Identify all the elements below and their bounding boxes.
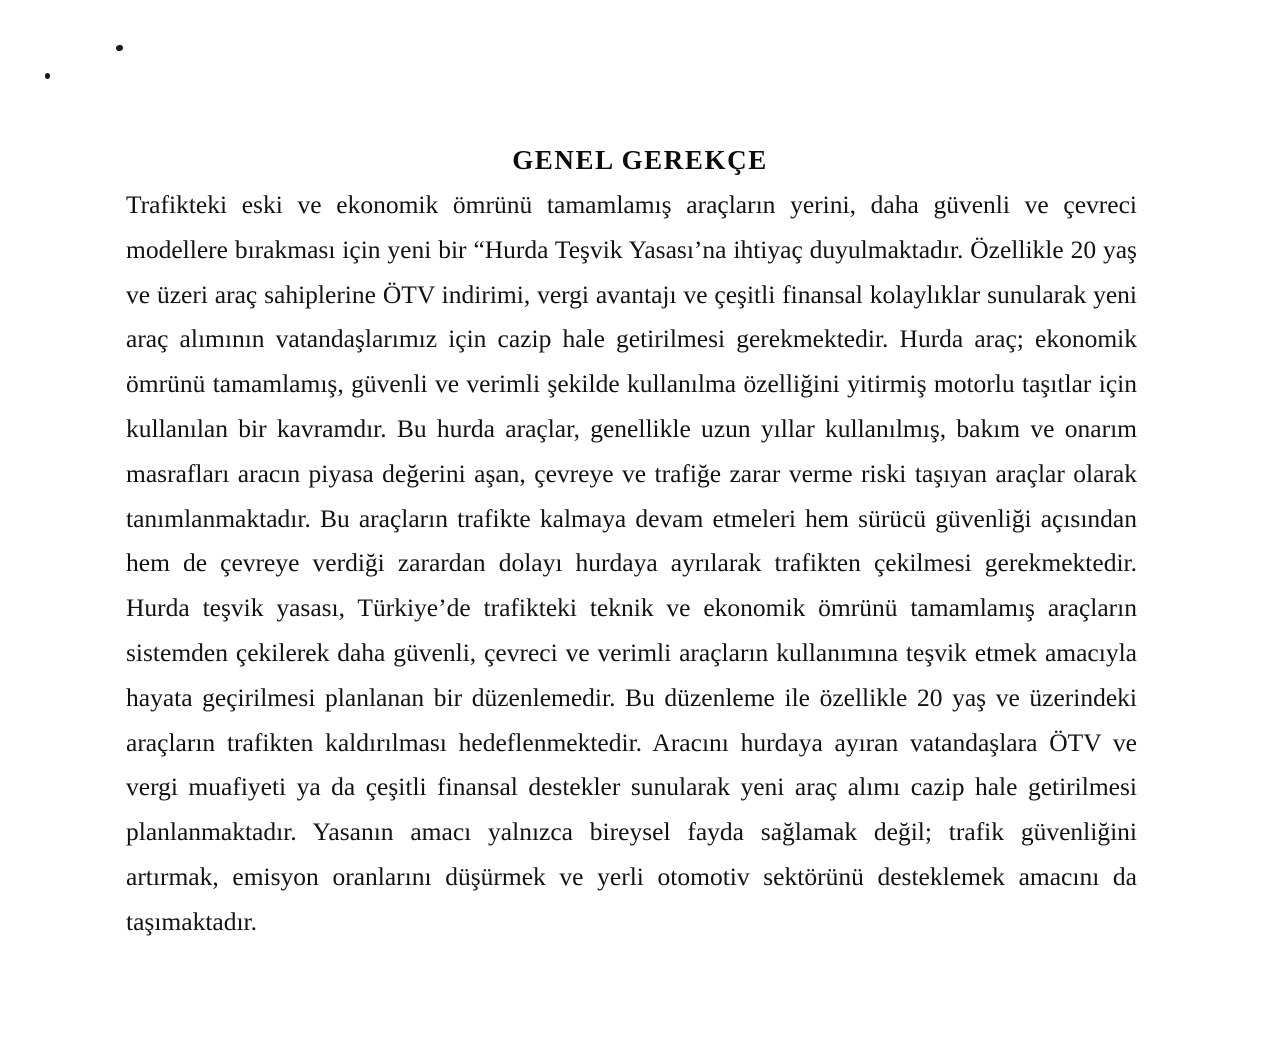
document-body [126, 183, 1137, 945]
body-paragraph: Trafikteki eski ve ekonomik ömrünü tamamlamış araçların yerini, daha güvenli ve çevreci modellere bırakması için yeni bir “Hurda Teşvik Yasası’na ihtiyaç duyulmaktadır. Özellikle 20 yaş ve üzeri araç sahiplerine ÖTV indirimi, vergi avantajı ve çeşitli finansal kolaylıklar sunularak yeni araç alımının vatandaşlarımız için cazip hale getirilmesi gerekmektedir. Hurda araç; ekonomik ömrünü tamamlamış, güvenli ve verimli şekilde kullanılma özelliğini yitirmiş motorlu taşıtlar için kullanılan bir kavramdır. Bu hurda araçlar, genellikle uzun yıllar kullanılmış, bakım ve onarım masrafları aracın piyasa değerini aşan, çevreye ve trafiğe zarar verme riski taşıyan araçlar olarak tanımlanmaktadır. Bu araçların trafikte kalmaya devam etmeleri hem sürücü güvenliği açısından hem de çevreye verdiği zarardan dolayı hurdaya ayrılarak trafikten çekilmesi gerekmektedir. Hurda teşvik yasası, Türkiye’de trafikteki teknik ve ekonomik ömrünü tamamlamış araçların sistemden çekilerek daha güvenli, çevreci ve verimli araçların kullanımına teşvik etmek amacıyla hayata geçirilmesi planlanan bir düzenlemedir. Bu düzenleme ile özellikle 20 yaş ve üzerindeki araçların trafikten kaldırılması hedeflenmektedir. Aracını hurdaya ayıran vatandaşlara ÖTV ve vergi muafiyeti ya da çeşitli finansal destekler sunularak yeni araç alımı cazip hale getirilmesi planlanmaktadır. Yasanın amacı yalnızca bireysel fayda sağlamak değil; trafik güvenliğini artırmak, emisyon oranlarını düşürmek ve yerli otomotiv sektörünü desteklemek amacını da taşımaktadır. [126, 190, 1137, 936]
scan-speck-icon [115, 44, 123, 51]
scan-speck-icon [45, 73, 51, 80]
page-title: GENEL GEREKÇE [512, 145, 768, 176]
